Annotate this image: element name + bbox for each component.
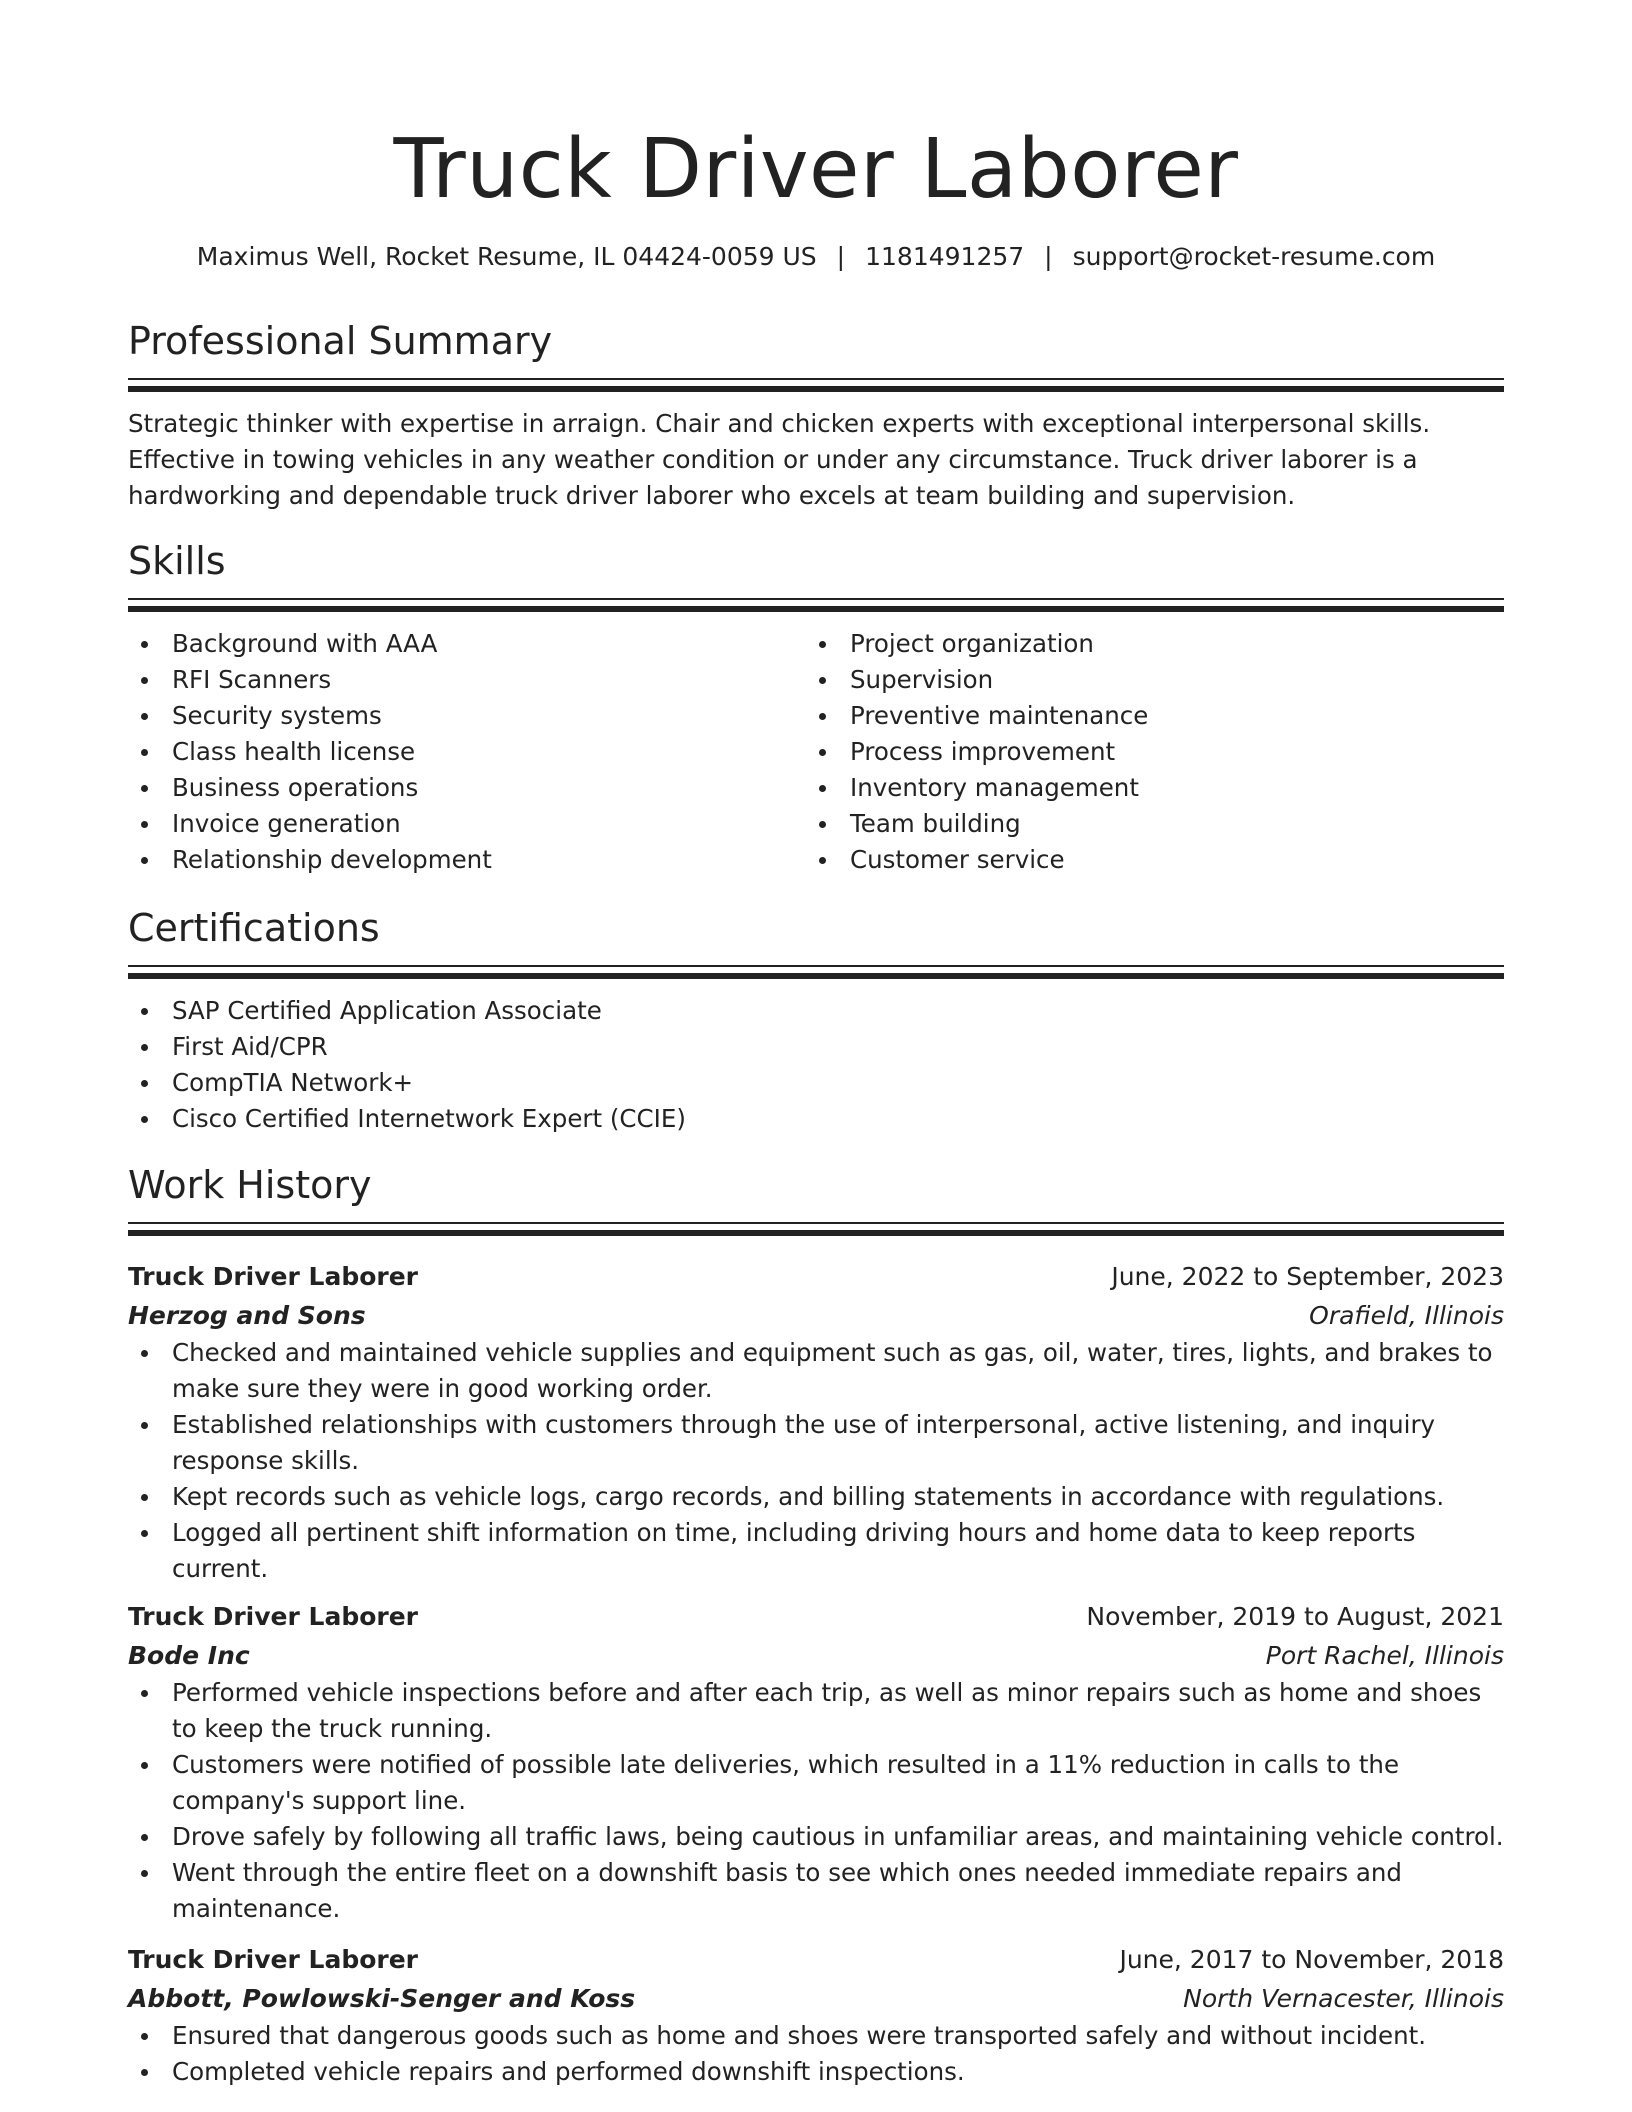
job-header bbox=[128, 1257, 1504, 1296]
skill-item: Supervision bbox=[806, 662, 1484, 698]
job-subheader bbox=[128, 1296, 1504, 1335]
job-bullet: Completed vehicle repairs and performed downshift inspections. bbox=[128, 2054, 1504, 2090]
job-bullet: Logged all pertinent shift information on time, including driving hours and home data to keep reports current. bbox=[128, 1515, 1504, 1587]
skill-item: RFI Scanners bbox=[128, 662, 806, 698]
certification-item: SAP Certified Application Associate bbox=[128, 993, 1504, 1029]
job-subheader bbox=[128, 1636, 1504, 1675]
job-title: Truck Driver Laborer bbox=[128, 1945, 419, 1974]
skills-section bbox=[128, 536, 1504, 878]
skills-left-list bbox=[128, 626, 806, 878]
skill-item: Process improvement bbox=[806, 734, 1484, 770]
section-divider bbox=[128, 598, 1504, 612]
job-bullet: Established relationships with customers through the use of interpersonal, active listening, and inquiry response skills. bbox=[128, 1407, 1504, 1479]
skill-item: Business operations bbox=[128, 770, 806, 806]
job-bullets bbox=[128, 1335, 1504, 1587]
certification-item: CompTIA Network+ bbox=[128, 1065, 1504, 1101]
job-company: Bode Inc bbox=[128, 1641, 250, 1670]
job-dates: June, 2022 to September, 2023 bbox=[1111, 1262, 1504, 1291]
job-bullet: Went through the entire fleet on a downshift basis to see which ones needed immediate repairs and maintenance. bbox=[128, 1855, 1504, 1927]
section-divider bbox=[128, 378, 1504, 392]
resume-name: Truck Driver Laborer bbox=[393, 122, 1239, 217]
job-dates: November, 2019 to August, 2021 bbox=[1086, 1602, 1504, 1631]
contact-phone: 1181491257 bbox=[865, 242, 1025, 271]
job-entry bbox=[128, 1940, 1504, 2090]
skill-item: Team building bbox=[806, 806, 1484, 842]
resume-page bbox=[128, 0, 1504, 2086]
job-dates: June, 2017 to November, 2018 bbox=[1119, 1945, 1504, 1974]
job-bullet: Performed vehicle inspections before and after each trip, as well as minor repairs such as home and shoes to keep the truck running. bbox=[128, 1675, 1504, 1747]
job-subheader bbox=[128, 1979, 1504, 2018]
summary-title: Professional Summary bbox=[128, 319, 553, 363]
certifications-list bbox=[128, 993, 1504, 1137]
contact-line bbox=[128, 240, 1504, 274]
job-title: Truck Driver Laborer bbox=[128, 1262, 419, 1291]
skill-item: Class health license bbox=[128, 734, 806, 770]
certification-item: First Aid/CPR bbox=[128, 1029, 1504, 1065]
job-bullets bbox=[128, 2018, 1504, 2090]
skill-item: Security systems bbox=[128, 698, 806, 734]
skills-right-list bbox=[806, 626, 1484, 878]
certifications-title: Certifications bbox=[128, 906, 380, 950]
section-divider bbox=[128, 965, 1504, 979]
contact-email: support@rocket-resume.com bbox=[1072, 242, 1436, 271]
skill-item: Invoice generation bbox=[128, 806, 806, 842]
job-bullet: Customers were notified of possible late deliveries, which resulted in a 11% reduction in calls to the company's support line. bbox=[128, 1747, 1504, 1819]
skills-columns bbox=[128, 626, 1504, 878]
certifications-section bbox=[128, 903, 1504, 1137]
job-bullet: Ensured that dangerous goods such as home and shoes were transported safely and without incident. bbox=[128, 2018, 1504, 2054]
work-section bbox=[128, 1160, 1504, 1236]
job-location: Port Rachel, Illinois bbox=[1265, 1641, 1504, 1670]
skill-item: Preventive maintenance bbox=[806, 698, 1484, 734]
skill-item: Inventory management bbox=[806, 770, 1484, 806]
job-header bbox=[128, 1940, 1504, 1979]
skills-title: Skills bbox=[128, 539, 226, 583]
job-entry bbox=[128, 1597, 1504, 1927]
work-title: Work History bbox=[128, 1163, 372, 1207]
contact-separator: | bbox=[836, 242, 846, 271]
job-bullet: Drove safely by following all traffic laws, being cautious in unfamiliar areas, and maintaining vehicle control. bbox=[128, 1819, 1504, 1855]
job-bullet: Checked and maintained vehicle supplies and equipment such as gas, oil, water, tires, lights, and brakes to make sure they were in good working order. bbox=[128, 1335, 1504, 1407]
skill-item: Project organization bbox=[806, 626, 1484, 662]
summary-text: Strategic thinker with expertise in arraign. Chair and chicken experts with exceptional interpersonal skills. Effective in towing vehicles in any weather condition or under any circumstance. Truck driver laborer is a hardworking and dependable truck driver laborer who excels at team building and supervision. bbox=[128, 409, 1431, 510]
certification-item: Cisco Certified Internetwork Expert (CCIE) bbox=[128, 1101, 1504, 1137]
section-divider bbox=[128, 1222, 1504, 1236]
skill-item: Relationship development bbox=[128, 842, 806, 878]
job-title: Truck Driver Laborer bbox=[128, 1602, 419, 1631]
job-location: Orafield, Illinois bbox=[1309, 1301, 1504, 1330]
job-header bbox=[128, 1597, 1504, 1636]
job-entry bbox=[128, 1257, 1504, 1587]
job-company: Abbott, Powlowski-Senger and Koss bbox=[128, 1984, 636, 2013]
skill-item: Customer service bbox=[806, 842, 1484, 878]
job-location: North Vernacester, Illinois bbox=[1183, 1984, 1504, 2013]
job-bullets bbox=[128, 1675, 1504, 1927]
contact-separator: | bbox=[1044, 242, 1053, 271]
skill-item: Background with AAA bbox=[128, 626, 806, 662]
contact-address: Maximus Well, Rocket Resume, IL 04424-0059 US bbox=[196, 242, 817, 271]
summary-section bbox=[128, 316, 1504, 514]
job-bullet: Kept records such as vehicle logs, cargo records, and billing statements in accordance with regulations. bbox=[128, 1479, 1504, 1515]
job-company: Herzog and Sons bbox=[128, 1301, 366, 1330]
